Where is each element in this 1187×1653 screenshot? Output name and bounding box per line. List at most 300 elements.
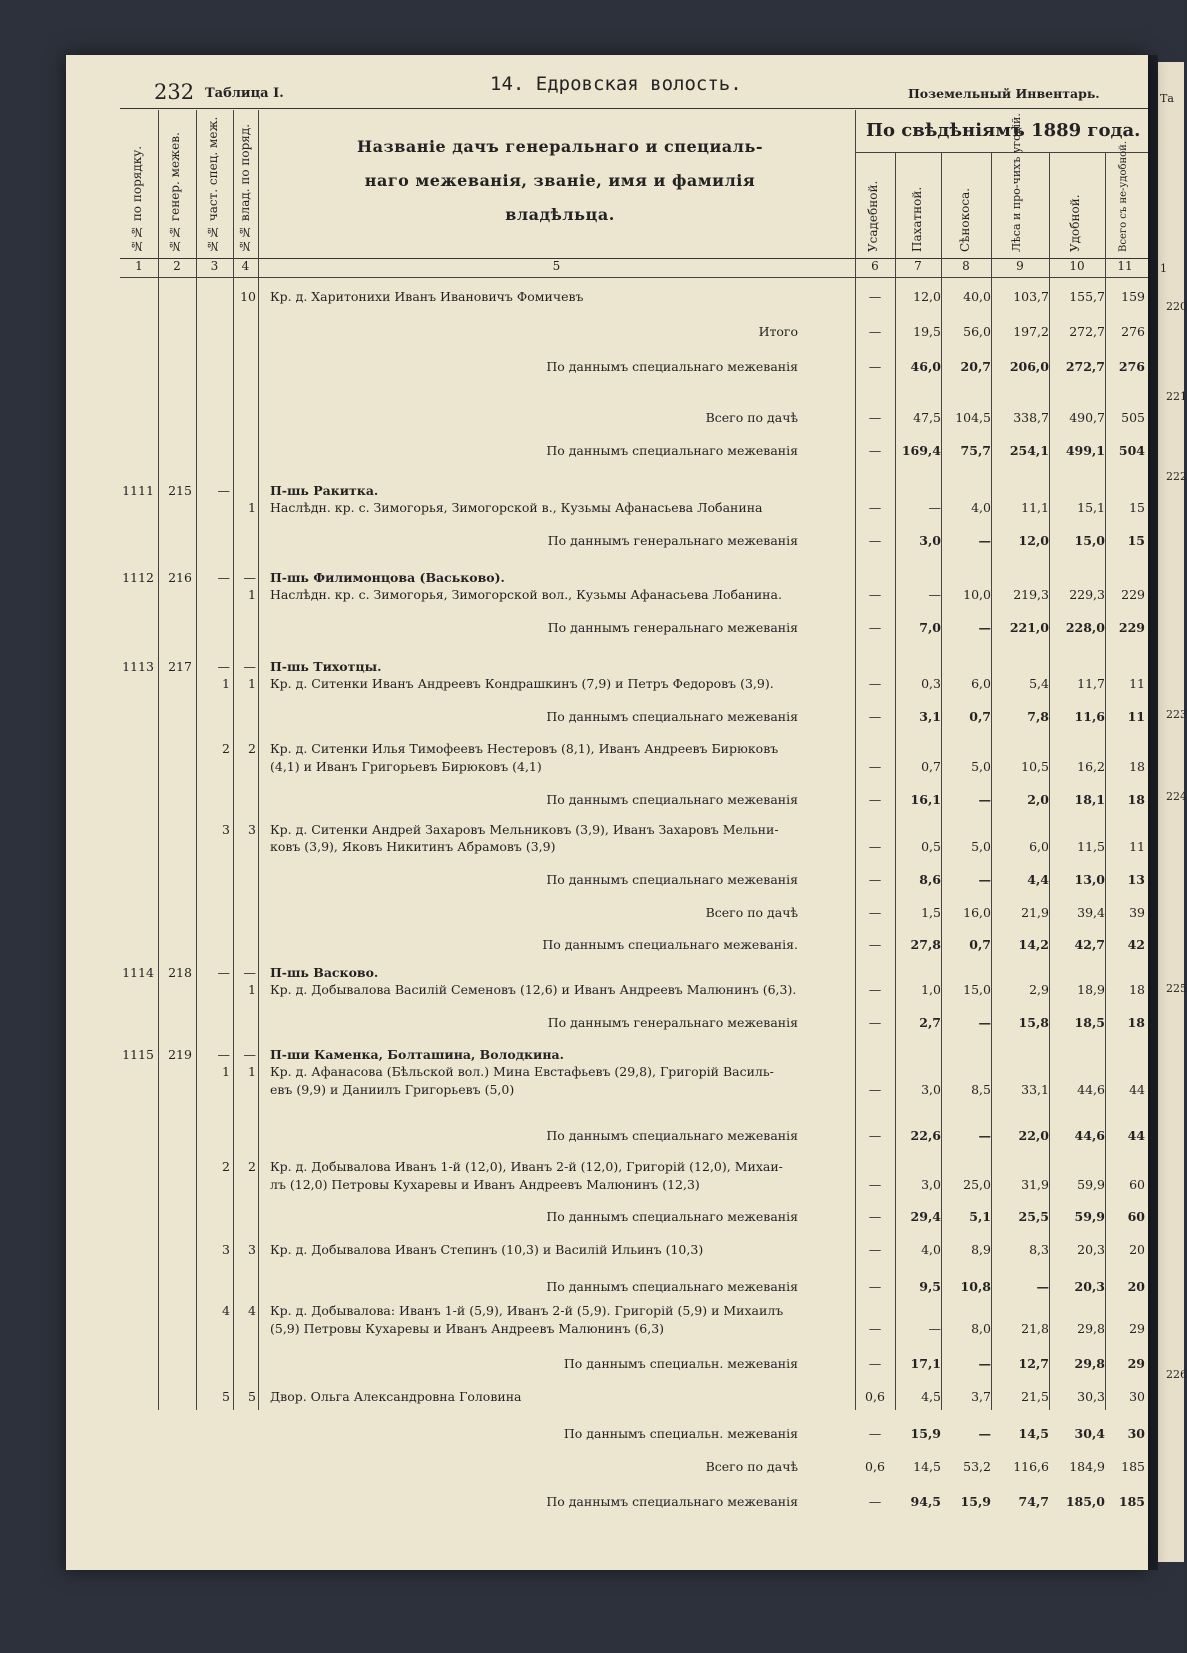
cell-c6: — <box>868 982 882 997</box>
col-header-10: Удобной. <box>1068 194 1082 252</box>
cell-c4: 10 <box>240 289 256 304</box>
row-description: Двор. Ольга Александровна Головина <box>270 1389 522 1404</box>
row-description: П-шь Ракитка. <box>270 483 379 498</box>
cell-c4: — <box>243 570 256 585</box>
cell-c11: 159 <box>1121 289 1145 304</box>
cell-c10: 490,7 <box>1069 410 1105 425</box>
cell-c6: — <box>868 1015 882 1030</box>
cell-c6: — <box>868 1128 882 1143</box>
row-description: П-шь Филимонцова (Васьково). <box>270 570 505 585</box>
cell-c10: 39,4 <box>1077 905 1105 920</box>
next-page-fragment: 224 <box>1166 790 1187 803</box>
cell-c10: 18,9 <box>1077 982 1105 997</box>
running-header: Поземельный Инвентарь. <box>908 86 1100 101</box>
next-page-fragment: Та <box>1160 92 1174 105</box>
document-title: 14. Едровская волость. <box>490 73 742 95</box>
row-description: П-шь Тихотцы. <box>270 659 382 674</box>
col-header-7: Пахатной. <box>910 186 924 252</box>
row-description: По даннымъ специальнаго межеванія <box>546 1494 798 1509</box>
cell-c10: 44,6 <box>1077 1082 1105 1097</box>
cell-c6: — <box>868 759 882 774</box>
cell-c11: 30 <box>1127 1426 1145 1441</box>
cell-c9: 221,0 <box>1009 620 1049 635</box>
document-page <box>66 55 1148 1570</box>
cell-c9: 15,8 <box>1018 1015 1049 1030</box>
cell-c9: 21,5 <box>1021 1389 1049 1404</box>
cell-c8: — <box>978 872 991 887</box>
col-header-5 <box>300 130 820 232</box>
row-description: По даннымъ специальнаго межеванія <box>546 1279 798 1294</box>
cell-c4: 3 <box>248 822 256 837</box>
column-numbers-row <box>120 259 1148 278</box>
col-header-11: Всего съ не-удобной. <box>1118 140 1129 252</box>
cell-c10: 44,6 <box>1074 1128 1105 1143</box>
row-description: Кр. д. Ситенки Андрей Захаровъ Мельниковъ (3,9), Иванъ Захаровъ Мельни- <box>270 822 779 837</box>
row-description: По даннымъ специальнаго межеванія <box>546 1128 798 1143</box>
row-description: По даннымъ специальнаго межеванія <box>546 1209 798 1224</box>
cell-c7: 8,6 <box>919 872 941 887</box>
cell-c6: — <box>868 1242 882 1257</box>
col-header-1: №№ по порядку. <box>130 145 144 253</box>
col-header-3: №№ част. спец. меж. <box>206 116 220 253</box>
row-description: Всего по дачѣ <box>705 905 798 920</box>
cell-c7: 46,0 <box>910 359 941 374</box>
col-number: 3 <box>210 259 219 273</box>
cell-c11: 185 <box>1118 1494 1145 1509</box>
cell-c9: 254,1 <box>1009 443 1049 458</box>
cell-c6: — <box>868 872 882 887</box>
cell-c10: 42,7 <box>1074 937 1105 952</box>
cell-c6: — <box>868 792 882 807</box>
column-rule <box>233 110 234 1410</box>
cell-c10: 20,3 <box>1074 1279 1105 1294</box>
col-header-8: Сѣнокоса. <box>958 187 972 252</box>
cell-c7: 0,5 <box>921 839 941 854</box>
col-header-9: Лѣса и про-чихъ угодій. <box>1010 113 1023 252</box>
row-description: По даннымъ специальнаго межеванія <box>546 359 798 374</box>
cell-c7: 29,4 <box>910 1209 941 1224</box>
col-header-5-line-3: владѣльца. <box>505 205 615 224</box>
row-description: лъ (12,0) Петровы Кухаревы и Иванъ Андреевъ Малюнинъ (12,3) <box>270 1177 700 1192</box>
col-number: 8 <box>962 259 970 273</box>
row-description: Кр. д. Добывалова Иванъ 1-й (12,0), Иванъ 2-й (12,0), Григорій (12,0), Михаи- <box>270 1159 783 1174</box>
row-description: Всего по дачѣ <box>705 410 798 425</box>
cell-c11: 11 <box>1129 839 1145 854</box>
cell-c7: 15,9 <box>910 1426 941 1441</box>
cell-c2: 215 <box>168 483 192 498</box>
cell-c3: — <box>217 483 230 498</box>
cell-c11: 18 <box>1127 1015 1145 1030</box>
cell-c6: — <box>868 443 882 458</box>
cell-c3: 1 <box>222 1064 230 1079</box>
cell-c7: 7,0 <box>919 620 941 635</box>
cell-c9: 14,5 <box>1018 1426 1049 1441</box>
cell-c7: 12,0 <box>913 289 941 304</box>
row-description: Кр. д. Добывалова Василій Семеновъ (12,6) и Иванъ Андреевъ Малюнинъ (6,3). <box>270 982 797 997</box>
cell-c1: 1111 <box>122 483 154 498</box>
col-number: 9 <box>1016 259 1024 273</box>
next-page-fragment: 221 <box>1166 390 1187 403</box>
cell-c9: 2,0 <box>1027 792 1049 807</box>
cell-c7: 0,3 <box>921 676 941 691</box>
cell-c4: 1 <box>248 587 256 602</box>
cell-c8: 40,0 <box>963 289 991 304</box>
row-description: евъ (9,9) и Даниилъ Григорьевъ (5,0) <box>270 1082 515 1097</box>
cell-c6: — <box>868 937 882 952</box>
row-description: (5,9) Петровы Кухаревы и Иванъ Андреевъ Малюнинъ (6,3) <box>270 1321 665 1336</box>
cell-c11: 504 <box>1118 443 1145 458</box>
cell-c7: 19,5 <box>913 324 941 339</box>
col-number: 7 <box>914 259 922 273</box>
cell-c3: 3 <box>222 1242 230 1257</box>
cell-c6: — <box>868 1177 882 1192</box>
cell-c10: 184,9 <box>1069 1459 1105 1474</box>
cell-c8: 53,2 <box>963 1459 991 1474</box>
cell-c8: 15,0 <box>963 982 991 997</box>
header-rule <box>120 108 1148 109</box>
cell-c10: 11,5 <box>1077 839 1105 854</box>
cell-c7: 3,0 <box>919 533 941 548</box>
cell-c10: 272,7 <box>1065 359 1105 374</box>
cell-c8: 20,7 <box>960 359 991 374</box>
cell-c9: 197,2 <box>1013 324 1049 339</box>
cell-c7: 9,5 <box>919 1279 941 1294</box>
cell-c7: — <box>928 1321 941 1336</box>
row-description: (4,1) и Иванъ Григорьевъ Бирюковъ (4,1) <box>270 759 542 774</box>
row-description: По даннымъ генеральнаго межеванія <box>547 1015 798 1030</box>
column-rule <box>196 110 197 1410</box>
cell-c1: 1114 <box>122 965 154 980</box>
cell-c10: 11,7 <box>1077 676 1105 691</box>
cell-c7: 2,7 <box>919 1015 941 1030</box>
cell-c8: 25,0 <box>963 1177 991 1192</box>
cell-c9: 21,8 <box>1021 1321 1049 1336</box>
cell-c8: 0,7 <box>969 709 991 724</box>
cell-c11: 18 <box>1129 982 1145 997</box>
next-page-fragment: 226 <box>1166 1368 1187 1381</box>
col-header-6: Усадебной. <box>866 180 880 252</box>
cell-c4: 1 <box>248 676 256 691</box>
cell-c8: 10,8 <box>960 1279 991 1294</box>
cell-c9: 206,0 <box>1009 359 1049 374</box>
cell-c1: 1115 <box>122 1047 154 1062</box>
cell-c8: 4,0 <box>971 500 991 515</box>
cell-c9: — <box>1036 1279 1049 1294</box>
cell-c9: 4,4 <box>1027 872 1049 887</box>
cell-c11: 15 <box>1127 533 1145 548</box>
cell-c10: 155,7 <box>1069 289 1105 304</box>
column-rule <box>158 110 159 1410</box>
col-header-2: №№ генер. межев. <box>168 132 182 253</box>
cell-c10: 15,1 <box>1077 500 1105 515</box>
cell-c4: 3 <box>248 1242 256 1257</box>
cell-c7: 3,1 <box>919 709 941 724</box>
cell-c8: 8,0 <box>971 1321 991 1336</box>
cell-c6: — <box>868 1279 882 1294</box>
cell-c8: 0,7 <box>969 937 991 952</box>
cell-c8: 3,7 <box>971 1389 991 1404</box>
cell-c10: 29,8 <box>1074 1356 1105 1371</box>
col-number: 10 <box>1069 259 1085 273</box>
cell-c11: 44 <box>1129 1082 1145 1097</box>
cell-c3: — <box>217 965 230 980</box>
cell-c6: — <box>868 1356 882 1371</box>
row-description: Кр. д. Харитонихи Иванъ Ивановичъ Фомичевъ <box>270 289 584 304</box>
cell-c9: 338,7 <box>1013 410 1049 425</box>
cell-c9: 5,4 <box>1029 676 1049 691</box>
cell-c11: 11 <box>1127 709 1145 724</box>
cell-c9: 219,3 <box>1013 587 1049 602</box>
cell-c11: 18 <box>1129 759 1145 774</box>
row-description: По даннымъ генеральнаго межеванія <box>547 620 798 635</box>
cell-c10: 30,3 <box>1077 1389 1105 1404</box>
cell-c7: 3,0 <box>921 1177 941 1192</box>
row-description: Кр. д. Ситенки Иванъ Андреевъ Кондрашкинъ (7,9) и Петръ Федоровъ (3,9). <box>270 676 774 691</box>
cell-c6: — <box>868 1082 882 1097</box>
cell-c7: 16,1 <box>910 792 941 807</box>
cell-c6: 0,6 <box>865 1459 885 1474</box>
cell-c11: 60 <box>1127 1209 1145 1224</box>
row-description: По даннымъ специальн. межеванія <box>563 1356 798 1371</box>
cell-c8: 8,5 <box>971 1082 991 1097</box>
cell-c11: 29 <box>1129 1321 1145 1336</box>
cell-c4: 5 <box>248 1389 256 1404</box>
cell-c9: 14,2 <box>1018 937 1049 952</box>
cell-c11: 30 <box>1129 1389 1145 1404</box>
cell-c8: 56,0 <box>963 324 991 339</box>
page-number: 232 <box>154 80 195 104</box>
cell-c9: 103,7 <box>1013 289 1049 304</box>
cell-c6: — <box>868 533 882 548</box>
cell-c7: — <box>928 587 941 602</box>
cell-c9: 12,7 <box>1018 1356 1049 1371</box>
cell-c8: 15,9 <box>960 1494 991 1509</box>
cell-c3: — <box>217 570 230 585</box>
cell-c2: 218 <box>168 965 192 980</box>
cell-c2: 217 <box>168 659 192 674</box>
cell-c9: 74,7 <box>1018 1494 1049 1509</box>
cell-c7: 94,5 <box>910 1494 941 1509</box>
cell-c4: 1 <box>248 1064 256 1079</box>
col-number: 2 <box>173 259 181 273</box>
cell-c9: 6,0 <box>1029 839 1049 854</box>
cell-c6: — <box>868 839 882 854</box>
col-number: 4 <box>241 259 250 273</box>
cell-c8: 5,0 <box>971 839 991 854</box>
col-header-4: №№ влад. по поряд. <box>238 123 252 253</box>
cell-c7: 0,7 <box>921 759 941 774</box>
cell-c8: — <box>978 1426 991 1441</box>
cell-c9: 2,9 <box>1029 982 1049 997</box>
col-header-5-line-2: наго межеванія, званіе, имя и фамилія <box>364 171 756 190</box>
cell-c1: 1112 <box>122 570 154 585</box>
cell-c6: 0,6 <box>865 1389 885 1404</box>
cell-c10: 13,0 <box>1074 872 1105 887</box>
cell-c3: — <box>217 659 230 674</box>
cell-c7: 17,1 <box>910 1356 941 1371</box>
cell-c4: 4 <box>248 1303 256 1318</box>
cell-c10: 30,4 <box>1074 1426 1105 1441</box>
cell-c4: 1 <box>248 982 256 997</box>
cell-c3: 1 <box>222 676 230 691</box>
row-description: По даннымъ специальнаго межеванія <box>546 872 798 887</box>
row-description: Итого <box>758 324 798 339</box>
row-description: Наслѣдн. кр. с. Зимогорья, Зимогорской вол., Кузьмы Афанасьева Лобанина. <box>270 587 782 602</box>
cell-c10: 16,2 <box>1077 759 1105 774</box>
row-description: По даннымъ специальн. межеванія <box>563 1426 798 1441</box>
cell-c4: — <box>243 965 256 980</box>
cell-c10: 59,9 <box>1074 1209 1105 1224</box>
cell-c11: 39 <box>1129 905 1145 920</box>
cell-c9: 21,9 <box>1021 905 1049 920</box>
col-number: 5 <box>552 259 561 273</box>
cell-c4: 2 <box>248 741 256 756</box>
row-description: Кр. д. Афанасова (Бѣльской вол.) Мина Евстафьевъ (29,8), Григорій Василь- <box>270 1064 774 1079</box>
cell-c6: — <box>868 1426 882 1441</box>
cell-c8: 5,0 <box>971 759 991 774</box>
cell-c10: 229,3 <box>1069 587 1105 602</box>
cell-c4: — <box>243 1047 256 1062</box>
cell-c6: — <box>868 1209 882 1224</box>
row-description: Кр. д. Добывалова Иванъ Степинъ (10,3) и Василій Ильинъ (10,3) <box>270 1242 704 1257</box>
cell-c11: 44 <box>1127 1128 1145 1143</box>
cell-c6: — <box>868 359 882 374</box>
cell-c8: — <box>978 1356 991 1371</box>
cell-c3: 2 <box>222 741 230 756</box>
cell-c10: 499,1 <box>1065 443 1105 458</box>
next-page-edge <box>1158 62 1184 1562</box>
col-header-5-line-1: Названіе дачъ генеральнаго и специаль- <box>357 137 763 156</box>
period-rule <box>856 152 1148 153</box>
cell-c9: 8,3 <box>1029 1242 1049 1257</box>
next-page-fragment: 225 <box>1166 982 1187 995</box>
cell-c11: 15 <box>1129 500 1145 515</box>
cell-c2: 219 <box>168 1047 192 1062</box>
book-gutter <box>1148 55 1158 1570</box>
cell-c9: 12,0 <box>1018 533 1049 548</box>
cell-c11: 18 <box>1127 792 1145 807</box>
table-label: Таблица I. <box>205 86 284 101</box>
cell-c11: 11 <box>1129 676 1145 691</box>
cell-c6: — <box>868 709 882 724</box>
cell-c7: 3,0 <box>921 1082 941 1097</box>
row-description: По даннымъ специальнаго межеванія <box>546 709 798 724</box>
cell-c10: 15,0 <box>1074 533 1105 548</box>
cell-c6: — <box>868 1494 882 1509</box>
cell-c10: 29,8 <box>1077 1321 1105 1336</box>
col-number: 6 <box>871 259 879 273</box>
cell-c4: — <box>243 659 256 674</box>
cell-c4: 2 <box>248 1159 256 1174</box>
cell-c9: 7,8 <box>1027 709 1049 724</box>
cell-c3: — <box>217 1047 230 1062</box>
cell-c8: 104,5 <box>955 410 991 425</box>
cell-c11: 42 <box>1127 937 1145 952</box>
cell-c10: 11,6 <box>1074 709 1105 724</box>
cell-c11: 13 <box>1127 872 1145 887</box>
row-description: По даннымъ специальнаго межеванія <box>546 443 798 458</box>
cell-c11: 229 <box>1118 620 1145 635</box>
cell-c11: 60 <box>1129 1177 1145 1192</box>
row-description: Наслѣдн. кр. с. Зимогорья, Зимогорской в., Кузьмы Афанасьева Лобанина <box>270 500 763 515</box>
cell-c11: 20 <box>1127 1279 1145 1294</box>
cell-c7: 47,5 <box>913 410 941 425</box>
cell-c6: — <box>868 905 882 920</box>
cell-c8: 6,0 <box>971 676 991 691</box>
cell-c11: 276 <box>1118 359 1145 374</box>
cell-c7: 14,5 <box>913 1459 941 1474</box>
row-description: Кр. д. Добывалова: Иванъ 1-й (5,9), Иванъ 2-й (5,9). Григорій (5,9) и Михаилъ <box>270 1303 784 1318</box>
next-page-fragment: 1 <box>1160 262 1167 275</box>
cell-c11: 185 <box>1121 1459 1145 1474</box>
cell-c7: 1,5 <box>921 905 941 920</box>
cell-c11: 505 <box>1121 410 1145 425</box>
cell-c7: 1,0 <box>921 982 941 997</box>
cell-c8: 10,0 <box>963 587 991 602</box>
cell-c7: 27,8 <box>910 937 941 952</box>
next-page-fragment: 222 <box>1166 470 1187 483</box>
cell-c11: 229 <box>1121 587 1145 602</box>
cell-c6: — <box>868 500 882 515</box>
cell-c6: — <box>868 289 882 304</box>
cell-c8: 16,0 <box>963 905 991 920</box>
cell-c7: — <box>928 500 941 515</box>
cell-c6: — <box>868 1321 882 1336</box>
cell-c11: 20 <box>1129 1242 1145 1257</box>
row-description: По даннымъ специальнаго межеванія. <box>542 937 798 952</box>
cell-c8: — <box>978 792 991 807</box>
row-description: По даннымъ генеральнаго межеванія <box>547 533 798 548</box>
cell-c3: 2 <box>222 1159 230 1174</box>
cell-c6: — <box>868 324 882 339</box>
cell-c9: 116,6 <box>1013 1459 1049 1474</box>
cell-c10: 20,3 <box>1077 1242 1105 1257</box>
row-description: По даннымъ специальнаго межеванія <box>546 792 798 807</box>
cell-c7: 22,6 <box>910 1128 941 1143</box>
cell-c6: — <box>868 620 882 635</box>
cell-c4: 1 <box>248 500 256 515</box>
cell-c3: 3 <box>222 822 230 837</box>
cell-c2: 216 <box>168 570 192 585</box>
cell-c1: 1113 <box>122 659 154 674</box>
cell-c10: 272,7 <box>1069 324 1105 339</box>
cell-c9: 31,9 <box>1021 1177 1049 1192</box>
cell-c8: — <box>978 533 991 548</box>
column-rule <box>258 110 259 1410</box>
cell-c8: 8,9 <box>971 1242 991 1257</box>
cell-c9: 33,1 <box>1021 1082 1049 1097</box>
cell-c10: 228,0 <box>1065 620 1105 635</box>
col-number: 11 <box>1117 259 1133 273</box>
cell-c7: 169,4 <box>901 443 941 458</box>
row-description: П-ши Каменка, Болташина, Володкина. <box>270 1047 564 1062</box>
next-page-fragment: 220 <box>1166 300 1187 313</box>
cell-c8: — <box>978 1015 991 1030</box>
cell-c3: 4 <box>222 1303 230 1318</box>
cell-c10: 18,1 <box>1074 792 1105 807</box>
cell-c7: 4,0 <box>921 1242 941 1257</box>
col-number: 1 <box>135 259 143 273</box>
row-description: Кр. д. Ситенки Илья Тимофеевъ Нестеровъ (8,1), Иванъ Андреевъ Бирюковъ <box>270 741 779 756</box>
cell-c9: 22,0 <box>1018 1128 1049 1143</box>
cell-c8: — <box>978 620 991 635</box>
cell-c9: 11,1 <box>1021 500 1049 515</box>
cell-c8: 5,1 <box>969 1209 991 1224</box>
cell-c7: 4,5 <box>921 1389 941 1404</box>
cell-c9: 10,5 <box>1021 759 1049 774</box>
cell-c6: — <box>868 587 882 602</box>
cell-c11: 276 <box>1121 324 1145 339</box>
